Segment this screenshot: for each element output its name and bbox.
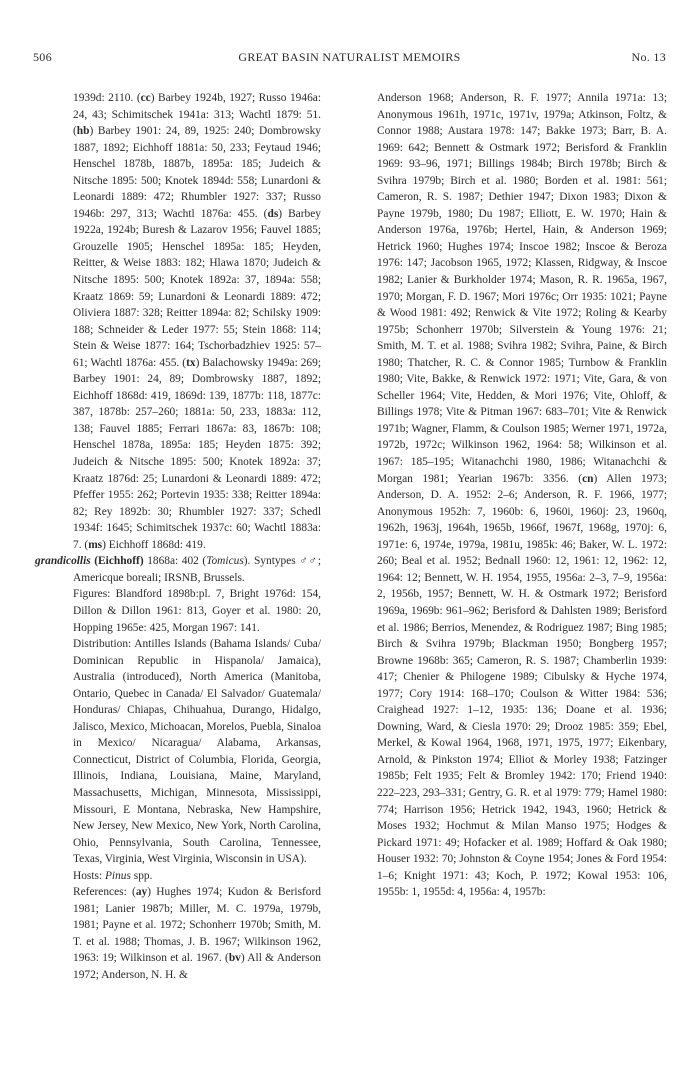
species-name: grandicollis (35, 555, 91, 568)
right-column (377, 90, 667, 901)
species-author: (Eichhoff) (94, 555, 144, 568)
left-column (35, 90, 321, 984)
continued-references: 1939d: 2110. (cc) Barbey 1924b, 1927; Russo 1946a: 24, 43; Schimitschek 1941a: 313; Wachtl 1879: 51. (hb) Barbey 1901: 24, 89, 1925: 240; Dombrowsky 1887, 1892; Eichhoff 1881a: 50, 233; Feytaud 1946; Henschel 1878b, 1887b, 1895a: 185; Judeich & Nitsche 1895: 500; Knotek 1894d: 558; Lunardoni & Leonardi 1889: 472; Rhumbler 1927: 337; Russo 1946b: 297, 313; Wachtl 1876a: 455. (ds) Barbey 1922a, 1924b; Buresh & Lazarov 1956; Fauvel 1885; Grouzelle 1905; Henschel 1895a: 185; Heyden, Reitter, & Weise 1883: 182; Hlawa 1870; Judeich & Nitsche 1895: 500; Knotek 1892a: 37, 1894a: 558; Kraatz 1869: 59; Lunardoni & Leonardi 1889: 472; Oliviera 1887: 328; Reitter 1894a: 82; Schilsky 1909: 188; Schneider & Leder 1977: 55; Stein 1868: 114; Stein & Weise 1877: 164; Tschorbadzhiev 1925: 57–61; Wachtl 1876a: 455. (tx) Balachowsky 1949a: 269; Barbey 1901: 24, 89; Dombrowsky 1887, 1892; Eichhoff 1868d: 419, 1869d: 139, 1877b: 118, 1877c: 387, 1878b: 257–260; 1881a: 50, 233, 1883a: 112, 138; Fauvel 1885; Ferrari 1867a: 83, 1867b: 108; Henschel 1878a, 1895a: 185; Heyden 1875: 392; Judeich & Nitsche 1895: 500; Knotek 1892a: 37; Kraatz 1876d: 25; Lunardoni & Leonardi 1889: 472; Pfeffer 1955: 262; Portevin 1935: 338; Reitter 1894a: 82; Rey 1892b: 30; Rhumbler 1927: 337; Schedl 1934f: 1645; Schimitschek 1937c: 60; Wachtl 1883a: 7. (ms) Eichhoff 1868d: 419. (73, 92, 321, 551)
figures-section: Figures: Blandford 1898b:pl. 7, Bright 1976d: 154, Dillon & Dillon 1961: 813, Goyer et al. 1980: 20, Hopping 1965e: 425, Morgan 1967: 141. (73, 588, 321, 634)
journal-title: GREAT BASIN NATURALIST MEMOIRS (238, 50, 461, 64)
distribution-section: Distribution: Antilles Islands (Bahama Islands/ Cuba/ Dominican Republic in Hispanola/ Jamaica), Australia (introduced), North America (Manitoba, Ontario, Quebec in Canada/ El Salvador/ Guatemala/ Honduras/ Chiapas, Chihuahua, Durango, Hidalgo, Jalisco, Mexico, Michoacan, Morelos, Puebla, Sinaloa in Mexico/ Nicaragua/ Alabama, Arkansas, Connecticut, District of Columbia, Florida, Georgia, Illinois, Indiana, Louisiana, Maine, Maryland, Massachusetts, Michigan, Minnesota, Mississippi, Missouri, E Montana, Nebraska, New Hampshire, New Jersey, New Mexico, New York, North Carolina, Ohio, Pennsylvania, South Carolina, Tennessee, Texas, Virginia, West Virginia, Wisconsin in USA). (73, 638, 322, 866)
running-head (33, 50, 666, 68)
references-continued: Anderson 1968; Anderson, R. F. 1977; Annila 1971a: 13; Anonymous 1961h, 1971c, 1971v, 1979a; Atkinson, Foltz, & Connor 1988; Austara 1978: 147; Bakke 1973; Barr, B. A. 1969: 642; Bennett & Ostmark 1972; Berisford & Franklin 1969: 93–96, 1971; Billings 1984b; Birch 1978b; Birch & Svihra 1979b; Birch et al. 1980; Borden et al. 1981: 561; Cameron, R. S. 1987; Dethier 1947; Dixon 1983; Dixon & Payne 1979b, 1980; Du 1987; Elliott, E. W. 1970; Hain & Anderson 1976a, 1976b; Hertel, Hain, & Anderson 1969; Hetrick 1960; Hughes 1974; Inscoe 1982; Inscoe & Beroza 1976: 147; Jacobson 1965, 1972; Klassen, Ridgway, & Inscoe 1982; Lanier & Burkholder 1974; Mason, R. R. 1965a, 1967, 1970; Morgan, F. D. 1967; Mori 1976c; Orr 1935: 1021; Payne & Wood 1981: 492; Renwick & Vite 1972; Roling & Kearby 1975b; Schonherr 1970b; Silverstein & Young 1976: 21; Smith, M. T. et al. 1988; Svihra 1982; Svihra, Paine, & Birch 1980; Thatcher, R. C. & Connor 1985; Turnbow & Franklin 1980; Vite, Bakke, & Renwick 1972: 1971; Vite, Gara, & von Scheller 1964; Vite, Hedden, & Mori 1976; Vite, Ohloff, & Billings 1978; Vite & Pitman 1967: 683–701; Vite & Renwick 1971b; Wagner, Flamm, & Coulson 1985; Werner 1971, 1972a, 1972b, 1972c; Wilkinson 1962, 1964: 58; Wilkinson et al. 1967: 185–195; Witanachchi 1980, 1986; Witanachchi & Morgan 1981; Yearian 1967b: 3356. (cn) Allen 1973; Anderson, D. A. 1952: 2–6; Anderson, R. F. 1966, 1977; Anonymous 1952h: 7, 1960b: 6, 1960i, 1960j: 23, 1960q, 1962h, 1963j, 1964h, 1965b, 1966f, 1967f, 1968g, 1970j: 6, 1971e: 6, 1974e, 1979a, 1981u, 1985k: 46; Baker, W. L. 1972: 260; Beal et al. 1952; Bednall 1960: 12, 1961: 12, 1962: 12, 1964: 12; Bennett, W. H. 1954, 1955, 1956a: 2–3, 7–9, 1956a: 2, 1956b, 1957; Bennett, W. H. & Ostmark 1972; Berisford 1969a, 1969b: 961–962; Berisford & Dahlsten 1989; Berisford et al. 1986; Berrios, Menendez, & Rodriguez 1987; Bing 1985; Birch & Svihra 1979b; Blackman 1950; Bongberg 1957; Browne 1968b: 365; Cameron, R. S. 1987; Chamberlin 1939: 417; Chenier & Philogene 1989; Cibulsky & Hyche 1974, 1977; Cory 1914: 168–170; Coulson & Witter 1984: 536; Craighead 1927: 1–12, 1935: 136; Doane et al. 1936; Downing, Ward, & Ciesla 1970: 29; Drooz 1985: 359; Ebel, Merkel, & Kowal 1964, 1968, 1971, 1975, 1977; Eikenbary, Arnold, & Pinkston 1974; Elliot & Morley 1938; Fatzinger 1985b; Felt 1935; Felt & Bromley 1942: 170; Friend 1940: 222–223, 293–331; Gentry, G. R. et al 1979: 779; Hamel 1980: 774; Harrison 1956; Hetrick 1942, 1943, 1960; Hetrick & Moses 1932; Hochmut & Milan Manso 1975; Hodges & Pickard 1971: 49; Hofacker et al. 1989; Hoffard & Oak 1980; Houser 1932: 70; Johnston & Coyne 1954; Jones & Ford 1954: 1–6; Knight 1971: 43; Koch, P. 1972; Kowal 1953: 106, 1955b: 1, 1955d: 4, 1956a: 4, 1957b: (377, 92, 667, 899)
species-entry: grandicollis (Eichhoff) 1868a: 402 (Tomicus). Syntypes ♂♂; Americque boreali; IRSNB, Brussels. (35, 555, 321, 584)
hosts-section: Hosts: Pinus spp. (73, 869, 153, 882)
page-number: 506 (33, 50, 52, 64)
references-section: References: (ay) Hughes 1974; Kudon & Berisford 1981; Lanier 1987b; Miller, M. C. 1979a, 1979b, 1981; Payne et al. 1972; Schonherr 1970b; Smith, M. T. et al. 1988; Thomas, J. B. 1967; Wilkinson 1962, 1963: 19; Wilkinson et al. 1967. (bv) All & Anderson 1972; Anderson, N. H. & (73, 886, 321, 981)
issue-number: No. 13 (631, 50, 666, 64)
